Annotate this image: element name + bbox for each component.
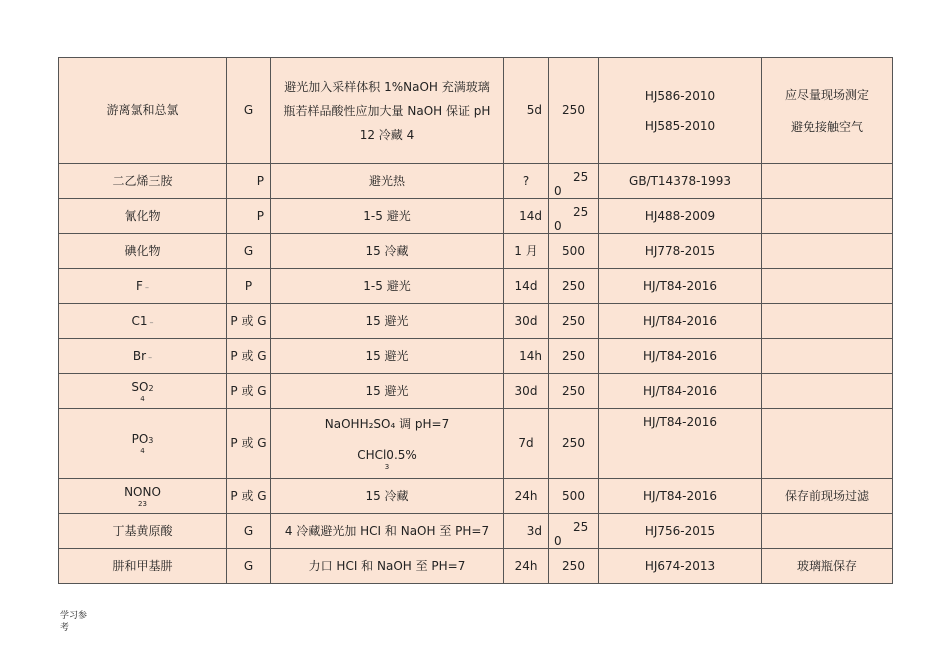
preservation-table [58,57,893,584]
volume-cell: 250 [549,339,599,374]
volume-cell: 25 0 [549,164,599,199]
table-row [59,199,893,234]
container-cell: P [227,269,271,304]
method-cell: GB/T14378-1993 [599,164,762,199]
note-cell: 保存前现场过滤 [762,479,893,514]
method-cell: HJ/T84-2016 [599,409,762,479]
table-row [59,269,893,304]
preservation-cell: 15 避光 [271,304,504,339]
time-cell: 30d [504,374,549,409]
volume-cell: 250 [549,409,599,479]
note-cell [762,164,893,199]
preservation-cell: 15 避光 [271,374,504,409]
time-cell: 30d [504,304,549,339]
container-cell: P 或 G [227,339,271,374]
time-cell: 5d [504,58,549,164]
method-cell: HJ488-2009 [599,199,762,234]
preservation-cell: 避光加入采样体积 1%NaOH 充满玻璃 瓶若样品酸性应加大量 NaOH 保证 pH 12 冷藏 4 [271,58,504,164]
preservation-cell: 避光热 [271,164,504,199]
time-cell: ? [504,164,549,199]
method-cell: HJ/T84-2016 [599,269,762,304]
analyte-cell: 丁基黄原酸 [59,514,227,549]
method-cell: HJ/T84-2016 [599,479,762,514]
table-row [59,339,893,374]
note-cell [762,199,893,234]
table-row [59,304,893,339]
analyte-cell: F – [59,269,227,304]
container-cell: P 或 G [227,374,271,409]
preservation-cell: 15 冷藏 [271,479,504,514]
volume-cell: 25 0 [549,199,599,234]
analyte-cell: 碘化物 [59,234,227,269]
container-cell: P 或 G [227,304,271,339]
preservation-cell: 1-5 避光 [271,199,504,234]
preservation-cell: 1-5 避光 [271,269,504,304]
note-cell [762,409,893,479]
container-cell: P [227,164,271,199]
volume-cell: 250 [549,374,599,409]
note-cell: 玻璃瓶保存 [762,549,893,584]
preservation-cell: 力口 HCI 和 NaOH 至 PH=7 [271,549,504,584]
table-row [59,479,893,514]
analyte-cell: PO3 4 [59,409,227,479]
method-cell: HJ586-2010 HJ585-2010 [599,58,762,164]
volume-cell: 25 0 [549,514,599,549]
analyte-cell: 肼和甲基肼 [59,549,227,584]
method-cell: HJ674-2013 [599,549,762,584]
table-row [59,164,893,199]
note-cell [762,234,893,269]
table-row [59,234,893,269]
note-cell [762,304,893,339]
container-cell: G [227,234,271,269]
time-cell: 14d [504,199,549,234]
analyte-cell: 二乙烯三胺 [59,164,227,199]
analyte-cell: Br – [59,339,227,374]
table-row [59,374,893,409]
preservation-cell: 15 冷藏 [271,234,504,269]
ion-charge-mark: – [148,352,153,362]
volume-cell: 500 [549,479,599,514]
time-cell: 7d [504,409,549,479]
note-cell [762,514,893,549]
note-cell [762,339,893,374]
method-cell: HJ/T84-2016 [599,339,762,374]
volume-cell: 500 [549,234,599,269]
method-cell: HJ778-2015 [599,234,762,269]
table-row [59,58,893,164]
note-cell: 应尽量现场测定 避免接触空气 [762,58,893,164]
analyte-cell: C1 – [59,304,227,339]
container-cell: P 或 G [227,479,271,514]
analyte-cell: 游离氯和总氯 [59,58,227,164]
time-cell: 3d [504,514,549,549]
container-cell: P [227,199,271,234]
analyte-cell: NONO 23 [59,479,227,514]
volume-cell: 250 [549,269,599,304]
container-cell: P 或 G [227,409,271,479]
table-row [59,409,893,479]
time-cell: 1 月 [504,234,549,269]
analyte-cell: SO2 4 [59,374,227,409]
ion-charge-mark: – [144,282,149,292]
method-cell: HJ756-2015 [599,514,762,549]
time-cell: 24h [504,479,549,514]
volume-cell: 250 [549,549,599,584]
time-cell: 24h [504,549,549,584]
note-cell [762,374,893,409]
container-cell: G [227,549,271,584]
footer-text: 学习参考 [60,611,88,633]
time-cell: 14h [504,339,549,374]
time-cell: 14d [504,269,549,304]
table-row [59,549,893,584]
ion-charge-mark: – [149,317,154,327]
container-cell: G [227,514,271,549]
preservation-cell: 15 避光 [271,339,504,374]
preservation-cell: NaOHH₂SO₄ 调 pH=7 CHCl0.5% 3 [271,409,504,479]
method-cell: HJ/T84-2016 [599,374,762,409]
container-cell: G [227,58,271,164]
analyte-cell: 氰化物 [59,199,227,234]
table-row [59,514,893,549]
preservation-cell: 4 冷藏避光加 HCI 和 NaOH 至 PH=7 [271,514,504,549]
volume-cell: 250 [549,58,599,164]
method-cell: HJ/T84-2016 [599,304,762,339]
note-cell [762,269,893,304]
volume-cell: 250 [549,304,599,339]
